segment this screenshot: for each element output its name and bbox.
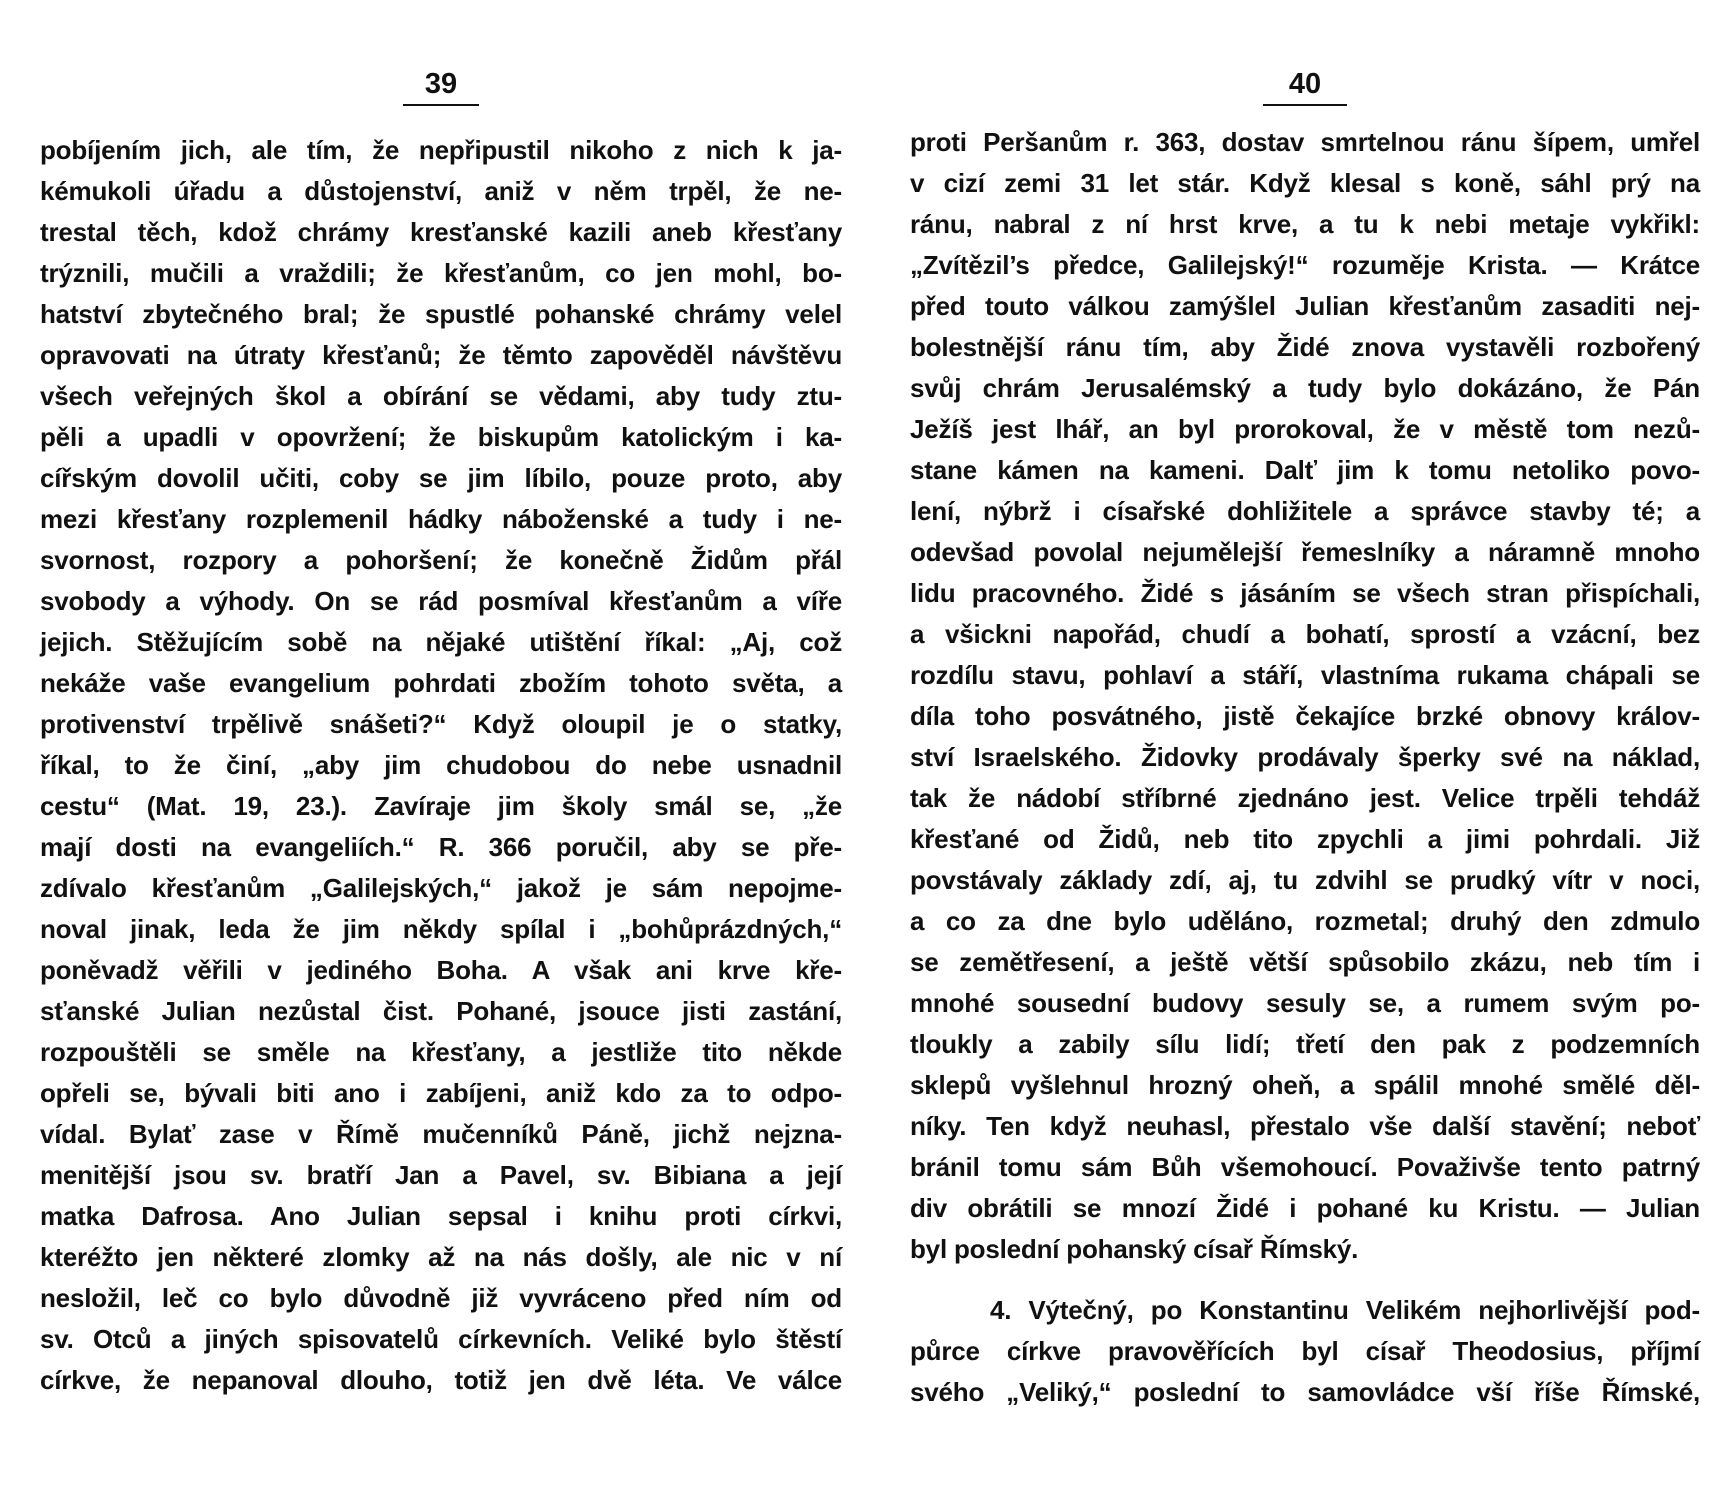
text-line: půrce církve pravověřících byl císař Theodosius, příjmí	[910, 1336, 1700, 1366]
text-line: matka Dafrosa. Ano Julian sepsal i knihu proti církvi,	[40, 1201, 842, 1231]
text-line: pěli a upadli v opovržení; že biskupům katolickým i ka-	[40, 422, 842, 452]
text-line: tak že nádobí stříbrné zjednáno jest. Velice trpěli tehdáž	[910, 783, 1700, 813]
text-line: Ježíš jest lhář, an byl prorokoval, že v městě tom nezů-	[910, 414, 1700, 444]
text-line: lidu pracovného. Židé s jásáním se všech stran přispíchali,	[910, 578, 1700, 608]
text-line: povstávaly základy zdí, aj, tu zdvihl se prudký vítr v noci,	[910, 865, 1700, 895]
text-line: tloukly a zabily sílu lidí; třetí den pak z podzemních	[910, 1029, 1700, 1059]
text-line: protivenství trpělivě snášeti?“ Když oloupil je o statky,	[40, 709, 842, 739]
text-line: poněvadž věřili v jediného Boha. A však ani krve kře-	[40, 955, 842, 985]
page-number-rule	[403, 104, 479, 106]
text-line: říkal, to že činí, „aby jim chudobou do nebe usnadnil	[40, 750, 842, 780]
text-line: div obrátili se mnozí Židé i pohané ku Kristu. — Julian	[910, 1193, 1700, 1223]
page-number: 40	[1288, 68, 1322, 100]
text-line: níky. Ten když neuhasl, přestalo vše další stavění; neboť	[910, 1111, 1700, 1141]
text-line: všech veřejných škol a obírání se vědami, aby tudy ztu-	[40, 381, 842, 411]
text-line: svůj chrám Jerusalémský a tudy bylo dokázáno, že Pán	[910, 373, 1700, 403]
right-page	[910, 0, 1700, 1413]
text-line: nesložil, leč co bylo důvodně již vyvráceno před ním od	[40, 1283, 842, 1313]
text-line: trýznili, mučili a vraždili; že křesťanům, co jen mohl, bo-	[40, 258, 842, 288]
text-line: nekáže vaše evangelium pohrdati zbožím tohoto světa, a	[40, 668, 842, 698]
text-line: trestal těch, kdož chrámy kresťanské kazili aneb křesťany	[40, 217, 842, 247]
text-line: křesťané od Židů, neb tito zpychli a jimi pohrdali. Již	[910, 824, 1700, 854]
text-line: díla toho posvátného, jistě čekajíce brzké obnovy králov-	[910, 701, 1700, 731]
text-line: cířským dovolil učiti, coby se jim líbilo, pouze proto, aby	[40, 463, 842, 493]
text-line: noval jinak, leda že jim někdy spílal i „bohůprázdných,“	[40, 914, 842, 944]
text-line: stane kámen na kameni. Dalť jim k tomu netoliko povo-	[910, 455, 1700, 485]
text-line: ránu, nabral z ní hrst krve, a tu k nebi metaje vykřikl:	[910, 209, 1700, 239]
text-line: svého „Veliký,“ poslední to samovládce vší říše Římské,	[910, 1377, 1700, 1407]
text-line: hatství zbytečného bral; že spustlé pohanské chrámy velel	[40, 299, 842, 329]
text-line: pobíjením jich, ale tím, že nepřipustil nikoho z nich k ja-	[40, 135, 842, 165]
text-line: se zemětřesení, a ještě větší spůsobilo zkázu, neb tím i	[910, 947, 1700, 977]
text-line: opřeli se, bývali biti ano i zabíjeni, aniž kdo za to odpo-	[40, 1078, 842, 1108]
text-line: ství Israelského. Židovky prodávaly šperky své na náklad,	[910, 742, 1700, 772]
text-line: mnohé sousední budovy sesuly se, a rumem svým po-	[910, 988, 1700, 1018]
text-line: církve, že nepanoval dlouho, totiž jen dvě léta. Ve válce	[40, 1365, 842, 1395]
text-line: kteréžto jen některé zlomky až na nás došly, ale nic v ní	[40, 1242, 842, 1272]
text-line: rozdílu stavu, pohlaví a stáří, vlastníma rukama chápali se	[910, 660, 1700, 690]
text-line: byl poslední pohanský císař Římský.	[910, 1234, 1359, 1264]
text-line: 4. Výtečný, po Konstantinu Velikém nejhorlivější pod-	[990, 1295, 1700, 1325]
text-line: jejich. Stěžujícím sobě na nějaké utištění říkal: „Aj, což	[40, 627, 842, 657]
paragraph	[910, 1290, 1700, 1413]
text-line: proti Peršanům r. 363, dostav smrtelnou ránu šípem, umřel	[910, 127, 1700, 157]
text-line: vídal. Bylať zase v Římě mučenníků Páně, jichž nejzna-	[40, 1119, 842, 1149]
text-line: „Zvítězil’s předce, Galilejský!“ rozuměje Krista. — Krátce	[910, 250, 1700, 280]
text-line: menitější jsou sv. bratří Jan a Pavel, sv. Bibiana a její	[40, 1160, 842, 1190]
text-line: sklepů vyšlehnul hrozný oheň, a spálil mnohé smělé děl-	[910, 1070, 1700, 1100]
text-line: bolestnější ránu tím, aby Židé znova vystavěli rozbořený	[910, 332, 1700, 362]
text-line: sv. Otců a jiných spisovatelů církevních. Veliké bylo štěstí	[40, 1324, 842, 1354]
text-line: kémukoli úřadu a důstojenství, aniž v něm trpěl, že ne-	[40, 176, 842, 206]
paragraph	[910, 122, 1700, 1270]
text-line: bránil tomu sám Bůh všemohoucí. Považivše tento patrný	[910, 1152, 1700, 1182]
text-line: svornost, rozpory a pohoršení; že konečně Židům přál	[40, 545, 842, 575]
text-line: opravovati na útraty křesťanů; že těmto zapověděl návštěvu	[40, 340, 842, 370]
text-line: zdívalo křesťanům „Galilejských,“ jakož je sám nepojme-	[40, 873, 842, 903]
text-line: v cizí zemi 31 let stár. Když klesal s koně, sáhl prý na	[910, 168, 1700, 198]
text-line: mají dosti na evangeliích.“ R. 366 poručil, aby se pře-	[40, 832, 842, 862]
text-line: odevšad povolal nejumělejší řemeslníky a náramně mnoho	[910, 537, 1700, 567]
text-line: lení, nýbrž i císařské dohližitele a správce stavby té; a	[910, 496, 1700, 526]
text-line: svobody a výhody. On se rád posmíval křesťanům a víře	[40, 586, 842, 616]
text-line: sťanské Julian nezůstal čist. Pohané, jsouce jisti zastání,	[40, 996, 842, 1026]
text-line: a co za dne bylo uděláno, rozmetal; druhý den zdmulo	[910, 906, 1700, 936]
right-page-text	[910, 122, 1700, 1413]
text-line: a všickni napořád, chudí a bohatí, sprostí a vzácní, bez	[910, 619, 1700, 649]
page-number-rule	[1263, 104, 1347, 106]
left-page	[40, 0, 842, 1401]
paragraph-gap	[910, 1270, 1700, 1290]
text-line: před touto válkou zamýšlel Julian křesťanům zasaditi nej-	[910, 291, 1700, 321]
text-line: rozpouštěli se směle na křesťany, a jestliže tito někde	[40, 1037, 842, 1067]
left-page-text	[40, 130, 842, 1401]
page-number: 39	[424, 68, 458, 100]
text-line: mezi křesťany rozplemenil hádky náboženské a tudy i ne-	[40, 504, 842, 534]
text-line: cestu“ (Mat. 19, 23.). Zavíraje jim školy smál se, „že	[40, 791, 842, 821]
